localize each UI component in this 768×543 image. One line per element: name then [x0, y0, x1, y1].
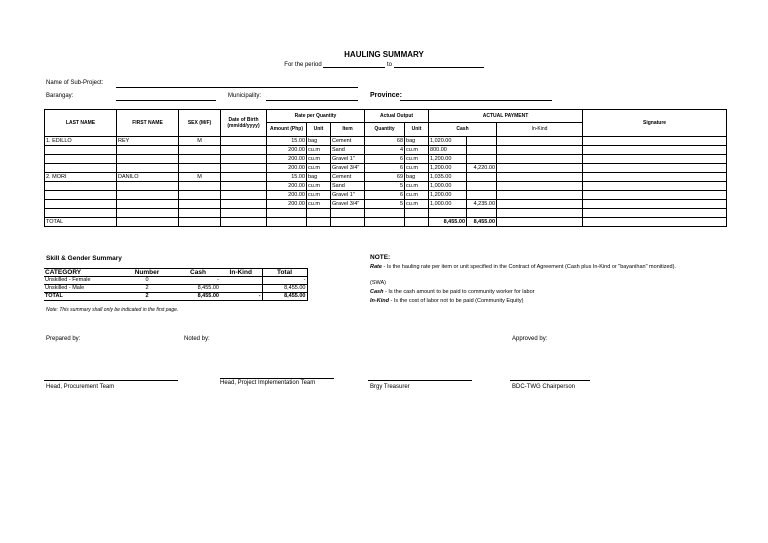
hauling-table: [44, 109, 727, 227]
signature-cell: [583, 191, 727, 200]
subtotal-cell: [467, 209, 497, 218]
table-row: [45, 155, 727, 164]
item-cell: Sand: [331, 146, 365, 155]
last-name-cell: [45, 164, 117, 173]
total-cash: 8,455.00: [429, 218, 467, 227]
unit-cell: cu.m: [307, 191, 331, 200]
first-name-cell: [117, 146, 179, 155]
in-kind-cell: [497, 182, 583, 191]
quantity-cell: 69: [365, 173, 405, 182]
signature-cell: [583, 200, 727, 209]
sg-number-cell: 0: [145, 277, 149, 283]
subproject-field[interactable]: [116, 80, 358, 88]
col-quantity: Quantity: [365, 123, 405, 137]
first-name-cell: [117, 164, 179, 173]
in-kind-cell: [497, 137, 583, 146]
amount-cell: [267, 209, 307, 218]
signature-cell: [583, 137, 727, 146]
last-name-cell: 2. MORI: [45, 173, 117, 182]
in-kind-cell: [497, 191, 583, 200]
in-kind-cell: [497, 173, 583, 182]
first-name-cell: REY: [117, 137, 179, 146]
sex-cell: [179, 209, 221, 218]
quantity-cell: 5: [365, 182, 405, 191]
col-unit: Unit: [307, 123, 331, 137]
quantity-cell: 4: [365, 146, 405, 155]
note-rate: [370, 264, 726, 271]
col-dob: Date of Birth (mm/dd/yyyy): [221, 110, 267, 137]
noted-by-label: Noted by:: [184, 336, 210, 342]
dob-cell: [221, 209, 267, 218]
sig-line-pit: [220, 378, 334, 379]
last-name-cell: [45, 200, 117, 209]
note-swa: (SWA): [370, 280, 386, 286]
sg-col-in-kind: In-Kind: [229, 269, 252, 276]
cash-cell: [429, 209, 467, 218]
sg-col-total: Total: [262, 269, 307, 277]
cash-cell: 1,200.00: [429, 164, 467, 173]
period-label: For the period: [284, 62, 322, 68]
unit-cell: cu.m: [307, 164, 331, 173]
period-line: [0, 60, 768, 68]
quantity-cell: 5: [365, 200, 405, 209]
sg-cash-cell: 8,455.00: [197, 293, 219, 299]
qunit-cell: cu.m: [405, 182, 429, 191]
quantity-cell: 6: [365, 164, 405, 173]
unit-cell: bag: [307, 173, 331, 182]
subtotal-cell: 4,235.00: [467, 200, 497, 209]
note-cash: [370, 289, 534, 295]
cash-cell: 1,035.00: [429, 173, 467, 182]
item-cell: Gravel 1": [331, 191, 365, 200]
sg-category-cell: Unskilled - Female: [45, 277, 91, 283]
first-name-cell: DANILO: [117, 173, 179, 182]
col-item: Item: [331, 123, 365, 137]
province-field[interactable]: [400, 93, 552, 101]
table-row: [45, 191, 727, 200]
col-rate-group: Rate per Quantity: [267, 110, 365, 123]
last-name-cell: [45, 182, 117, 191]
sig-line-bdc: [510, 380, 590, 381]
amount-cell: 15.00: [267, 137, 307, 146]
sex-cell: [179, 146, 221, 155]
signature-cell: [583, 164, 727, 173]
page-title: HAULING SUMMARY: [344, 50, 424, 59]
sg-total-cell: -: [262, 277, 307, 285]
subtotal-cell: [467, 155, 497, 164]
municipality-field[interactable]: [266, 93, 358, 101]
item-cell: Cement: [331, 173, 365, 182]
total-subtotal: 8,455.00: [467, 218, 497, 227]
subtotal-cell: [467, 182, 497, 191]
amount-cell: 200.00: [267, 146, 307, 155]
dob-cell: [221, 137, 267, 146]
amount-cell: 15.00: [267, 173, 307, 182]
qunit-cell: cu.m: [405, 146, 429, 155]
amount-cell: 200.00: [267, 200, 307, 209]
col-signature: Signature: [583, 110, 727, 137]
table-row: [45, 182, 727, 191]
sg-col-cash: Cash: [190, 269, 206, 276]
col-payment-group: ACTUAL PAYMENT: [429, 110, 583, 123]
qunit-cell: cu.m: [405, 164, 429, 173]
last-name-cell: [45, 209, 117, 218]
table-row: [45, 200, 727, 209]
in-kind-cell: [497, 200, 583, 209]
sg-row: [44, 293, 307, 301]
qunit-cell: cu.m: [405, 200, 429, 209]
col-cash: Cash: [429, 123, 497, 137]
sg-total-cell: 8,455.00: [262, 285, 307, 293]
subtotal-cell: [467, 146, 497, 155]
prepared-by-label: Prepared by:: [46, 336, 81, 342]
unit-cell: [307, 209, 331, 218]
sg-category-cell: TOTAL: [45, 293, 63, 299]
amount-cell: 200.00: [267, 191, 307, 200]
sg-category-cell: Unskilled - Male: [45, 285, 85, 291]
dob-cell: [221, 164, 267, 173]
sg-note: Note: This summary shall only be indicated in the first page.: [46, 307, 179, 313]
dob-cell: [221, 146, 267, 155]
col-first-name: FIRST NAME: [117, 110, 179, 137]
sg-total-cell: 8,455.00: [262, 293, 307, 301]
col-last-name: LAST NAME: [45, 110, 117, 137]
quantity-cell: 68: [365, 137, 405, 146]
col-in-kind: In-Kind: [497, 123, 583, 137]
sg-number-cell: 2: [145, 293, 149, 299]
note-inkind-text: - Is the cost of labor not to be paid (Community Equity): [388, 298, 524, 304]
last-name-cell: [45, 146, 117, 155]
col-output-group: Actual Output: [365, 110, 429, 123]
sex-cell: [179, 164, 221, 173]
sex-cell: [179, 191, 221, 200]
unit-cell: cu.m: [307, 182, 331, 191]
sg-col-number: Number: [134, 269, 160, 276]
municipality-label: Municipality:: [228, 93, 262, 99]
in-kind-cell: [497, 209, 583, 218]
period-to-field[interactable]: [394, 60, 484, 68]
qunit-cell: bag: [405, 173, 429, 182]
unit-cell: bag: [307, 137, 331, 146]
item-cell: Gravel 1": [331, 155, 365, 164]
subproject-label: Name of Sub-Project:: [46, 80, 104, 86]
signature-cell: [583, 209, 727, 218]
cash-cell: 1,000.00: [429, 182, 467, 191]
cash-cell: 1,000.00: [429, 200, 467, 209]
sex-cell: M: [179, 137, 221, 146]
table-row: [45, 146, 727, 155]
amount-cell: 200.00: [267, 182, 307, 191]
first-name-cell: [117, 191, 179, 200]
note-rate-term: Rate: [370, 264, 382, 270]
col-amount: Amount (Php): [267, 123, 307, 137]
sig-bdc: BDC-TWG Chairperson: [512, 384, 576, 390]
dob-cell: [221, 173, 267, 182]
qunit-cell: cu.m: [405, 191, 429, 200]
note-inkind: [370, 298, 523, 304]
col-sex: SEX (M/F): [179, 110, 221, 137]
qunit-cell: cu.m: [405, 155, 429, 164]
sg-cash-cell: -: [217, 277, 219, 283]
quantity-cell: [365, 209, 405, 218]
total-label: TOTAL: [45, 218, 117, 227]
sig-treasurer: Brgy Treasurer: [370, 384, 410, 390]
sg-row: [44, 277, 307, 285]
first-name-cell: [117, 209, 179, 218]
first-name-cell: [117, 182, 179, 191]
qunit-cell: [405, 209, 429, 218]
barangay-label: Barangay:: [46, 93, 74, 99]
last-name-cell: [45, 155, 117, 164]
notes-title: NOTE:: [370, 254, 391, 261]
signature-cell: [583, 173, 727, 182]
dob-cell: [221, 200, 267, 209]
sg-row: [44, 285, 307, 293]
note-cash-text: - Is the cash amount to be paid to community worker for labor: [383, 289, 535, 295]
period-to-label: to: [387, 62, 393, 68]
barangay-field[interactable]: [116, 93, 216, 101]
dob-cell: [221, 182, 267, 191]
approved-by-label: Approved by:: [512, 336, 548, 342]
table-row: [45, 137, 727, 146]
subtotal-cell: [467, 173, 497, 182]
item-cell: Cement: [331, 137, 365, 146]
sex-cell: M: [179, 173, 221, 182]
sg-col-category: CATEGORY: [45, 269, 82, 276]
table-row: [45, 209, 727, 218]
last-name-cell: [45, 191, 117, 200]
note-rate-text: - Is the hauling rate per item or unit specified in the Contract of Agreement (Cash plus In-Kind or "bayanihan" monitized).: [381, 264, 676, 270]
sex-cell: [179, 200, 221, 209]
amount-cell: 200.00: [267, 155, 307, 164]
sex-cell: [179, 155, 221, 164]
skill-gender-table: [44, 268, 308, 301]
last-name-cell: 1. EDILLO: [45, 137, 117, 146]
sig-line-treasurer: [368, 380, 472, 381]
note-cash-term: Cash: [370, 289, 384, 295]
province-label: Province:: [370, 92, 402, 99]
item-cell: Gravel 3/4": [331, 164, 365, 173]
skill-gender-title: Skill & Gender Summary: [46, 255, 122, 262]
in-kind-cell: [497, 146, 583, 155]
signature-cell: [583, 146, 727, 155]
amount-cell: 200.00: [267, 164, 307, 173]
period-from-field[interactable]: [323, 60, 385, 68]
unit-cell: cu.m: [307, 200, 331, 209]
note-inkind-term: In-Kind: [370, 298, 389, 304]
sg-cash-cell: 8,455.00: [197, 285, 219, 291]
first-name-cell: [117, 155, 179, 164]
sig-head-procurement: Head, Procurement Team: [46, 384, 115, 390]
in-kind-cell: [497, 155, 583, 164]
signature-cell: [583, 155, 727, 164]
quantity-cell: 6: [365, 155, 405, 164]
sg-number-cell: 2: [145, 285, 149, 291]
first-name-cell: [117, 200, 179, 209]
sg-in-kind-cell: [220, 277, 262, 285]
sex-cell: [179, 182, 221, 191]
item-cell: [331, 209, 365, 218]
cash-cell: 1,200.00: [429, 191, 467, 200]
subtotal-cell: [467, 191, 497, 200]
unit-cell: cu.m: [307, 155, 331, 164]
quantity-cell: 6: [365, 191, 405, 200]
cash-cell: 1,200.00: [429, 155, 467, 164]
cash-cell: 1,020.00: [429, 137, 467, 146]
subtotal-cell: [467, 137, 497, 146]
unit-cell: cu.m: [307, 146, 331, 155]
table-row: [45, 164, 727, 173]
subtotal-cell: 4,220.00: [467, 164, 497, 173]
sg-in-kind-cell: [220, 285, 262, 293]
dob-cell: [221, 191, 267, 200]
qunit-cell: bag: [405, 137, 429, 146]
cash-cell: 800.00: [429, 146, 467, 155]
item-cell: Gravel 3/4": [331, 200, 365, 209]
item-cell: Sand: [331, 182, 365, 191]
table-row: [45, 173, 727, 182]
signature-cell: [583, 182, 727, 191]
sig-head-pit: Head, Project Implementation Team: [220, 380, 316, 386]
in-kind-cell: [497, 164, 583, 173]
sg-in-kind-cell: -: [258, 293, 261, 299]
col-unit2: Unit: [405, 123, 429, 137]
dob-cell: [221, 155, 267, 164]
sig-line-procurement: [44, 380, 178, 381]
